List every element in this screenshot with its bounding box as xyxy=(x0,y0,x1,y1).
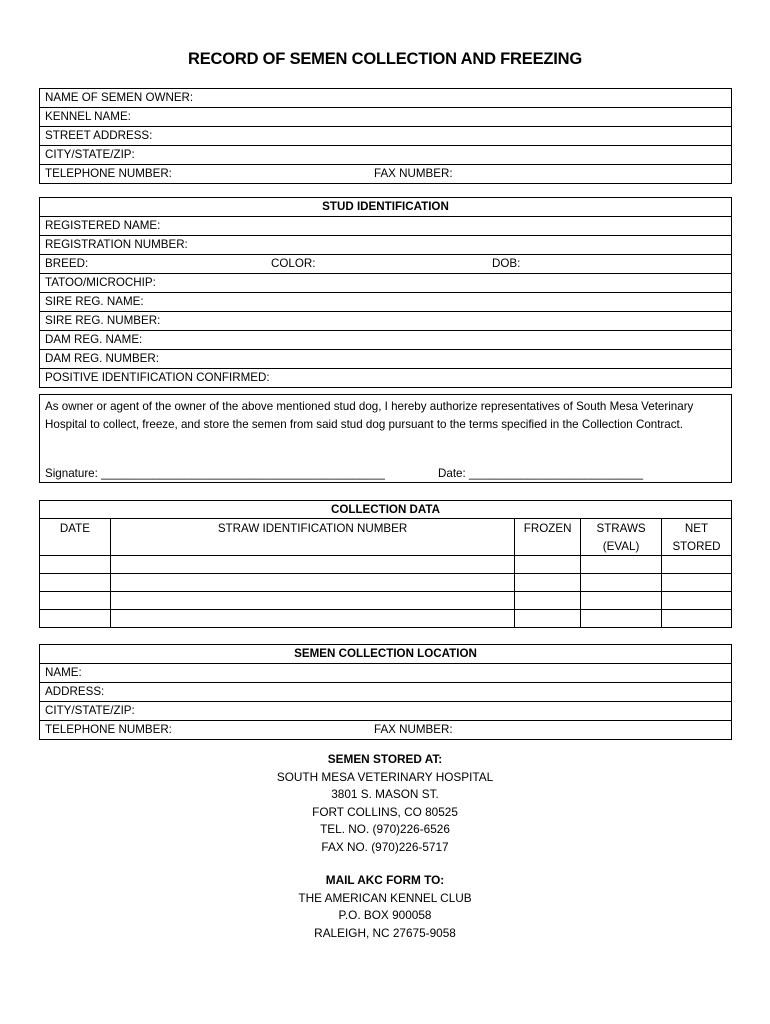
location-city-field[interactable] xyxy=(40,702,731,721)
signature-line[interactable]: Signature: ____________________________________________ xyxy=(45,467,385,480)
collection-heading-row xyxy=(40,501,732,519)
owner-section xyxy=(39,88,732,184)
table-cell[interactable] xyxy=(110,610,514,628)
registered-name-label: REGISTERED NAME: xyxy=(45,219,161,232)
table-cell[interactable] xyxy=(40,556,111,574)
stored-line-2: 3801 S. MASON ST. xyxy=(331,787,439,802)
location-address-label: ADDRESS: xyxy=(45,685,105,698)
dam-number-label: DAM REG. NUMBER: xyxy=(45,352,160,365)
table-row xyxy=(40,574,732,592)
location-phone-fax-row xyxy=(40,721,731,739)
col-date-header: DATE xyxy=(40,519,111,556)
collection-data-heading: COLLECTION DATA xyxy=(40,501,732,519)
date-line[interactable]: Date: ___________________________ xyxy=(438,467,644,480)
color-label: COLOR: xyxy=(271,257,316,270)
table-cell[interactable] xyxy=(581,574,662,592)
form-title: RECORD OF SEMEN COLLECTION AND FREEZING xyxy=(187,50,582,68)
location-telephone-label: TELEPHONE NUMBER: xyxy=(45,723,172,736)
stud-identification-heading: STUD IDENTIFICATION xyxy=(40,198,731,217)
identification-confirmed-label: POSITIVE IDENTIFICATION CONFIRMED: xyxy=(45,371,270,384)
sire-number-field[interactable] xyxy=(40,312,731,331)
collection-column-headers xyxy=(40,519,732,556)
akc-line-3: RALEIGH, NC 27675-9058 xyxy=(314,925,456,940)
owner-phone-fax-row xyxy=(40,165,731,183)
table-row xyxy=(40,592,732,610)
location-name-field[interactable] xyxy=(40,664,731,683)
table-cell[interactable] xyxy=(515,592,581,610)
sire-number-label: SIRE REG. NUMBER: xyxy=(45,314,161,327)
stored-line-3: FORT COLLINS, CO 80525 xyxy=(312,804,458,819)
stud-identification-section xyxy=(39,197,732,388)
table-cell[interactable] xyxy=(581,610,662,628)
identification-confirmed-field[interactable] xyxy=(40,369,731,387)
city-state-zip-field[interactable] xyxy=(40,146,731,165)
dam-number-field[interactable] xyxy=(40,350,731,369)
table-cell[interactable] xyxy=(40,610,111,628)
col-net-line2: STORED xyxy=(672,539,721,553)
collection-data-table xyxy=(39,500,732,628)
owner-fax-label: FAX NUMBER: xyxy=(374,167,453,180)
breed-label: BREED: xyxy=(45,257,89,270)
col-straw-id-header: STRAW IDENTIFICATION NUMBER xyxy=(110,519,514,556)
akc-heading: MAIL AKC FORM TO: xyxy=(325,873,445,887)
table-cell[interactable] xyxy=(515,610,581,628)
col-frozen-header: FROZEN xyxy=(515,519,581,556)
table-cell[interactable] xyxy=(110,556,514,574)
table-cell[interactable] xyxy=(515,556,581,574)
table-cell[interactable] xyxy=(40,592,111,610)
akc-mail-block xyxy=(0,872,770,942)
collection-location-section xyxy=(39,644,732,740)
table-row xyxy=(40,610,732,628)
col-straws-line2: (EVAL) xyxy=(602,539,640,553)
table-cell[interactable] xyxy=(110,574,514,592)
table-cell[interactable] xyxy=(515,574,581,592)
tattoo-microchip-label: TATOO/MICROCHIP: xyxy=(45,276,156,289)
col-net-line1: NET xyxy=(684,522,709,535)
location-address-field[interactable] xyxy=(40,683,731,702)
stored-line-4: TEL. NO. (970)226-6526 xyxy=(320,822,450,837)
stored-line-1: SOUTH MESA VETERINARY HOSPITAL xyxy=(276,769,494,784)
table-row xyxy=(40,556,732,574)
sire-name-label: SIRE REG. NAME: xyxy=(45,295,144,308)
semen-stored-heading: SEMEN STORED AT: xyxy=(327,752,443,766)
owner-name-label: NAME OF SEMEN OWNER: xyxy=(45,91,194,104)
collection-location-heading: SEMEN COLLECTION LOCATION xyxy=(40,645,731,664)
stored-line-5: FAX NO. (970)226-5717 xyxy=(321,839,449,854)
table-cell[interactable] xyxy=(581,556,662,574)
location-city-label: CITY/STATE/ZIP: xyxy=(45,704,135,717)
authorization-section xyxy=(39,394,732,483)
col-straws-line1: STRAWS xyxy=(596,522,646,535)
sire-name-field[interactable] xyxy=(40,293,731,312)
city-state-zip-label: CITY/STATE/ZIP: xyxy=(45,148,135,161)
akc-line-2: P.O. BOX 900058 xyxy=(338,908,432,923)
kennel-name-label: KENNEL NAME: xyxy=(45,110,131,123)
owner-telephone-label: TELEPHONE NUMBER: xyxy=(45,167,172,180)
col-straws-eval-header xyxy=(581,519,662,556)
table-cell[interactable] xyxy=(40,574,111,592)
col-net-stored-header xyxy=(662,519,732,556)
akc-line-1: THE AMERICAN KENNEL CLUB xyxy=(298,890,472,905)
breed-color-dob-row xyxy=(40,255,731,274)
owner-name-field[interactable] xyxy=(40,89,731,108)
dam-name-field[interactable] xyxy=(40,331,731,350)
table-cell[interactable] xyxy=(581,592,662,610)
table-cell[interactable] xyxy=(110,592,514,610)
table-cell[interactable] xyxy=(662,574,732,592)
semen-stored-block xyxy=(0,751,770,857)
table-cell[interactable] xyxy=(662,592,732,610)
dam-name-label: DAM REG. NAME: xyxy=(45,333,143,346)
registration-number-field[interactable] xyxy=(40,236,731,255)
kennel-name-field[interactable] xyxy=(40,108,731,127)
authorization-text: As owner or agent of the owner of the above mentioned stud dog, I hereby authorize representatives of South Mesa Veterinary Hospital to collect, freeze, and store the semen from said stud dog pursuant to the terms specified in the Collection Contract. xyxy=(45,400,694,431)
street-address-label: STREET ADDRESS: xyxy=(45,129,153,142)
table-cell[interactable] xyxy=(662,556,732,574)
location-fax-label: FAX NUMBER: xyxy=(374,723,453,736)
dob-label: DOB: xyxy=(492,257,521,270)
table-cell[interactable] xyxy=(662,610,732,628)
registered-name-field[interactable] xyxy=(40,217,731,236)
street-address-field[interactable] xyxy=(40,127,731,146)
tattoo-microchip-field[interactable] xyxy=(40,274,731,293)
registration-number-label: REGISTRATION NUMBER: xyxy=(45,238,188,251)
location-name-label: NAME: xyxy=(45,666,82,679)
